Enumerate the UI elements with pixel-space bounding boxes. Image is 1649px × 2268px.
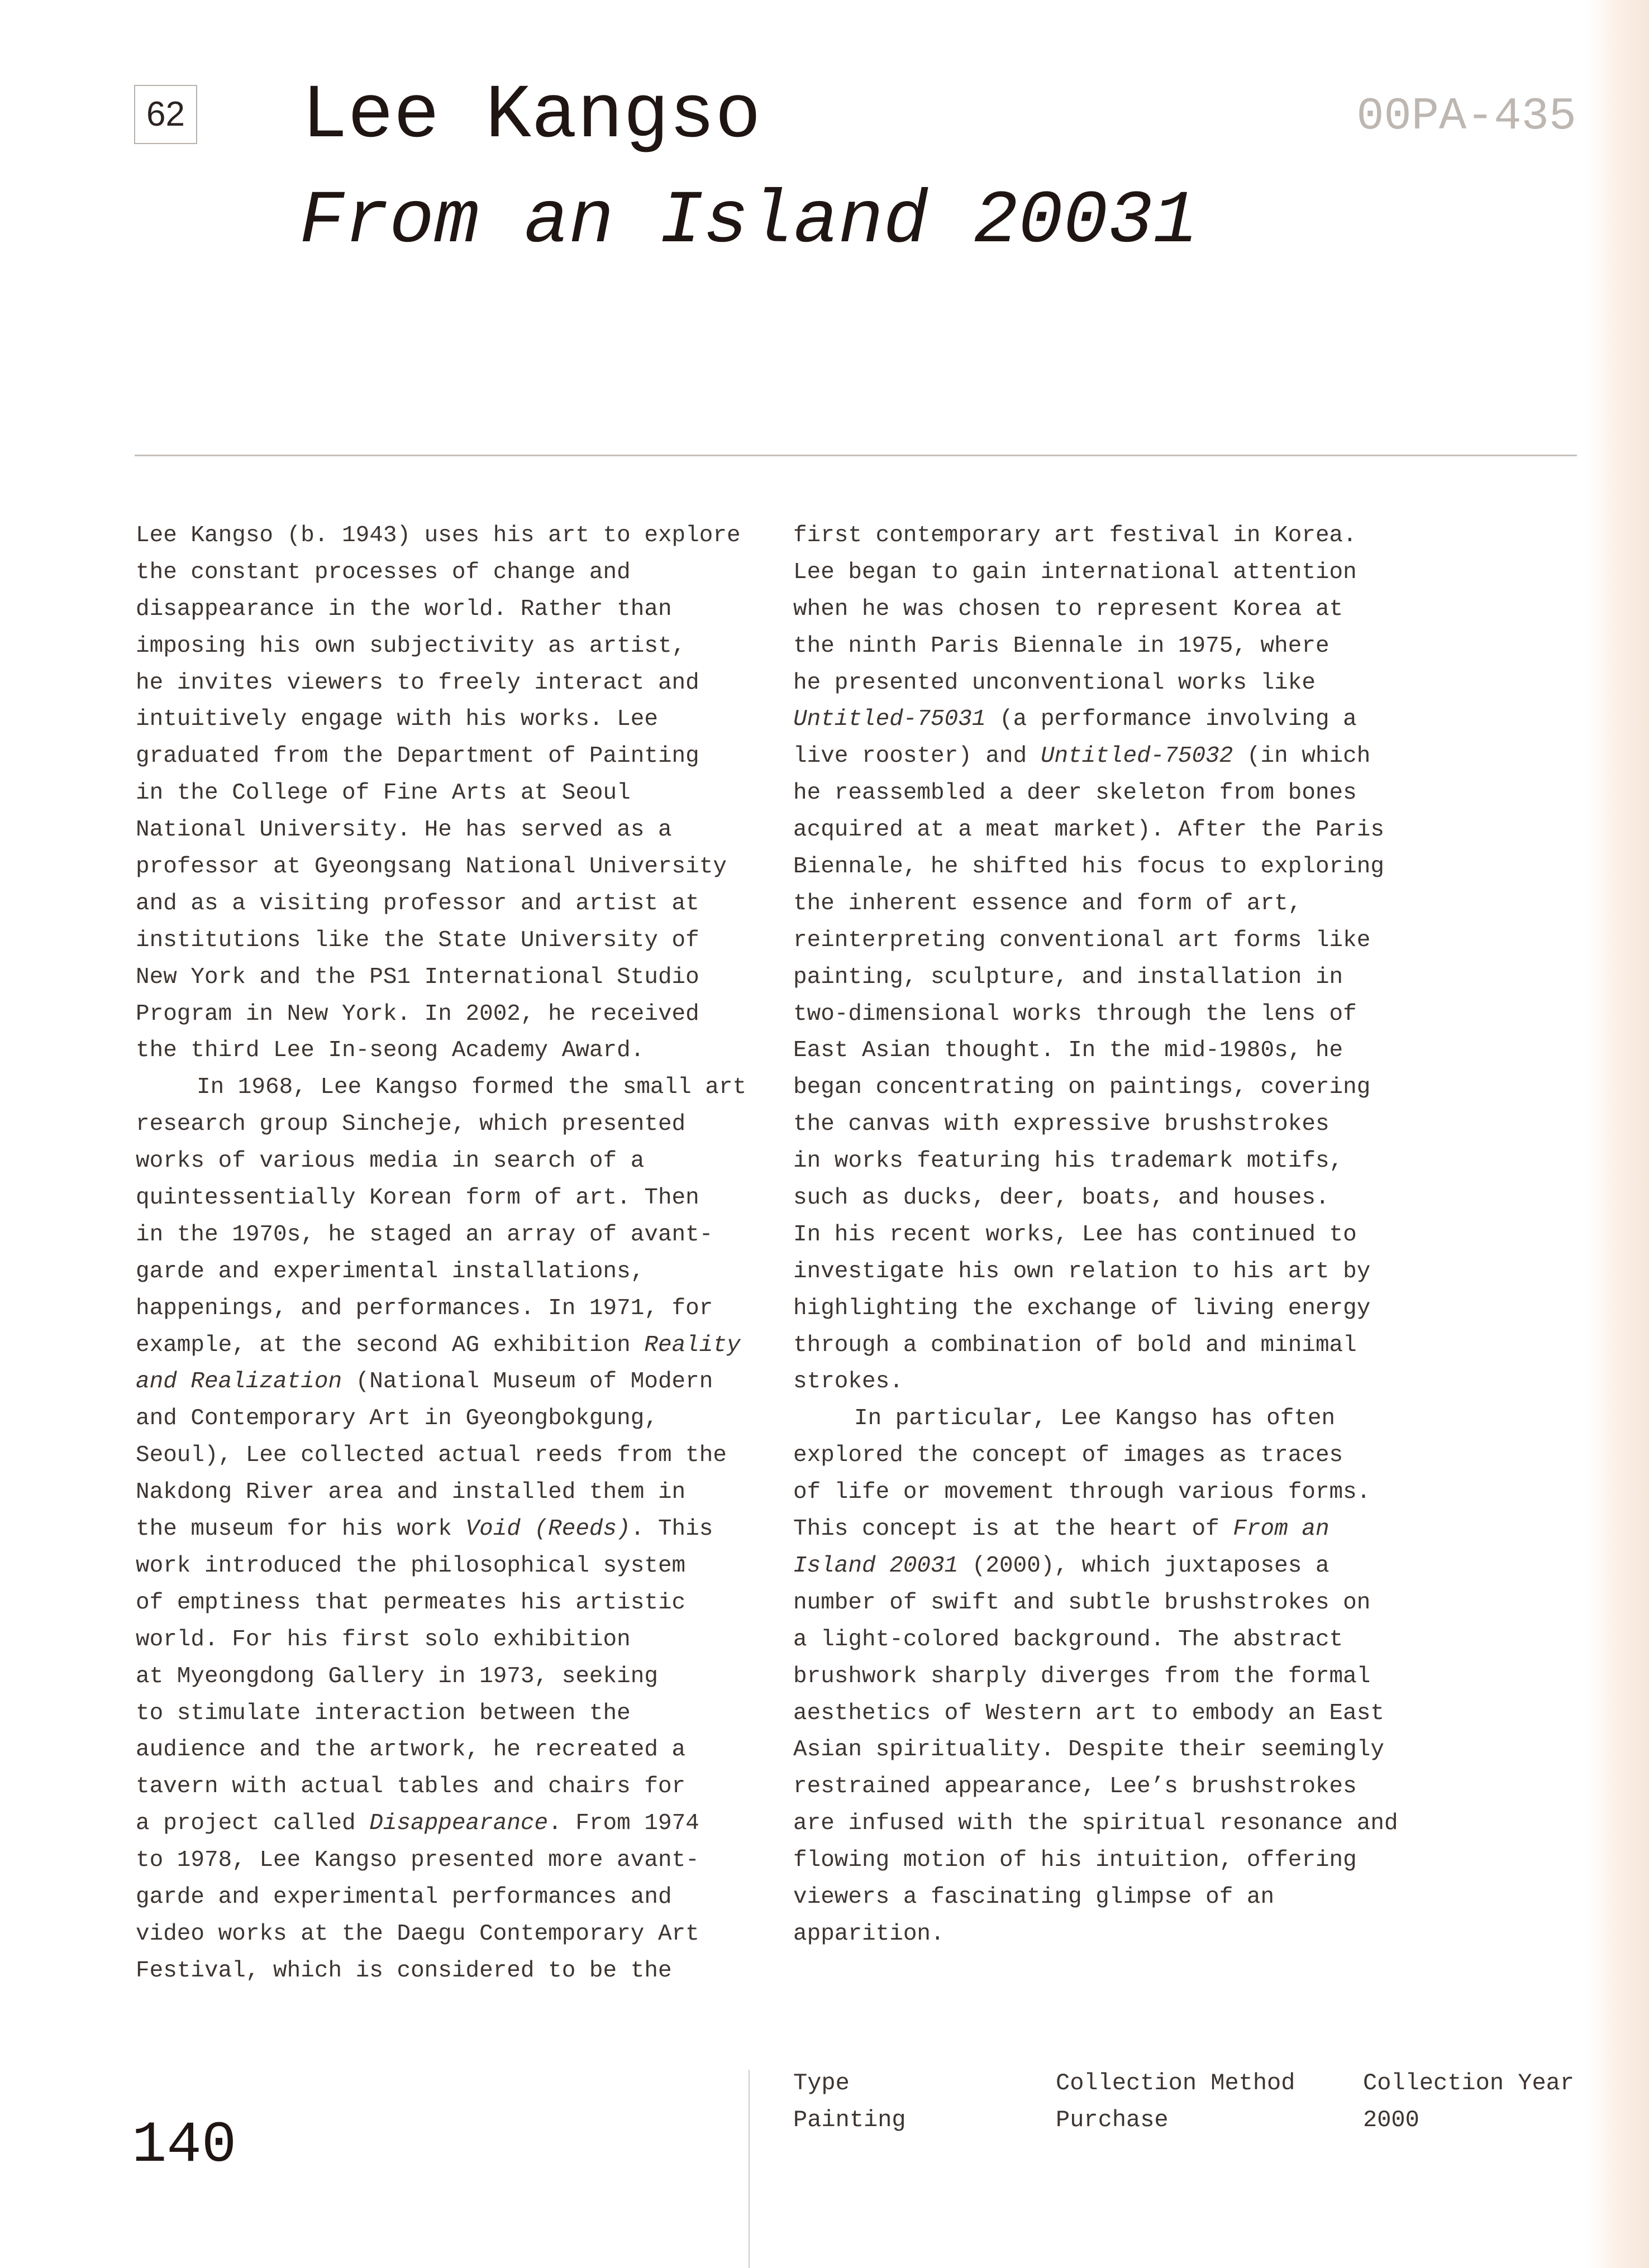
text-line [793, 1438, 1424, 1474]
text-segment: This concept is at the heart of [793, 1516, 1233, 1543]
artist-name: Lee Kangso [302, 73, 761, 160]
text-line [793, 959, 1424, 996]
text-segment: institutions like the State University of [136, 927, 699, 953]
text-segment: example, at the second AG exhibition [136, 1332, 645, 1358]
text-line [136, 1879, 767, 1916]
text-line [136, 1585, 767, 1622]
meta-label: Collection Year [1363, 2070, 1575, 2097]
text-segment: highlighting the exchange of living energy [793, 1295, 1371, 1321]
text-line [793, 886, 1424, 923]
text-segment: investigate his own relation to his art by [793, 1258, 1371, 1285]
text-segment: in works featuring his trademark motifs, [793, 1148, 1343, 1174]
text-segment: work introduced the philosophical system [136, 1553, 686, 1579]
text-line [136, 775, 767, 812]
text-line [136, 1364, 767, 1401]
text-line [793, 996, 1424, 1033]
text-segment: Lee Kangso (b. 1943) uses his art to explore [136, 523, 741, 548]
text-line [136, 1732, 767, 1769]
text-line [136, 1806, 767, 1842]
text-segment: number of swift and subtle brushstrokes on [793, 1589, 1371, 1616]
italic-title-text: From an [1233, 1516, 1329, 1543]
text-line [793, 1548, 1424, 1585]
text-segment: . From 1974 [548, 1811, 699, 1837]
text-line [793, 1291, 1424, 1328]
text-segment: world. For his first solo exhibition [136, 1626, 631, 1653]
text-segment: he invites viewers to freely interact and [136, 670, 699, 696]
text-line [136, 518, 767, 555]
text-segment: the canvas with expressive brushstrokes [793, 1111, 1329, 1138]
text-segment: Asian spirituality. Despite their seemingly [793, 1737, 1384, 1763]
text-segment: happenings, and performances. In 1971, for [136, 1295, 713, 1321]
text-line [793, 1106, 1424, 1143]
text-line [136, 738, 767, 775]
text-segment: (2000), which juxtaposes a [958, 1553, 1329, 1579]
text-segment: he presented unconventional works like [793, 670, 1316, 696]
text-segment: through a combination of bold and minimal [793, 1332, 1357, 1358]
italic-title-text: Reality [644, 1332, 741, 1358]
text-segment: Seoul), Lee collected actual reeds from the [136, 1443, 727, 1469]
text-line [793, 1879, 1424, 1916]
text-line [793, 1254, 1424, 1291]
text-line [136, 812, 767, 849]
text-line [136, 959, 767, 996]
text-segment: Program in New York. In 2002, he received [136, 1001, 699, 1027]
text-line [793, 1622, 1424, 1659]
text-line [793, 1401, 1424, 1438]
text-segment: National University. He has served as a [136, 817, 672, 843]
text-segment: such as ducks, deer, boats, and houses. [793, 1185, 1329, 1211]
text-line [793, 1732, 1424, 1769]
meta-label: Collection Method [1056, 2070, 1295, 2097]
text-line [793, 923, 1424, 959]
text-segment: quintessentially Korean form of art. Then [136, 1185, 699, 1211]
text-segment: live rooster) and [793, 743, 1041, 770]
text-segment: painting, sculpture, and installation in [793, 964, 1343, 990]
text-segment: works of various media in search of a [136, 1148, 645, 1174]
text-line [136, 701, 767, 738]
text-segment: the ninth Paris Biennale in 1975, where [793, 633, 1329, 659]
text-line [793, 1474, 1424, 1511]
text-line [136, 1548, 767, 1585]
text-segment: reinterpreting conventional art forms like [793, 927, 1371, 953]
text-segment: . This [630, 1516, 713, 1543]
text-segment: garde and experimental installations, [136, 1258, 645, 1285]
text-line [136, 1106, 767, 1143]
text-segment: disappearance in the world. Rather than [136, 596, 672, 622]
text-line [136, 1069, 767, 1106]
text-line [136, 628, 767, 665]
text-segment: of emptiness that permeates his artistic [136, 1589, 686, 1616]
text-segment: of life or movement through various forms. [793, 1479, 1371, 1506]
italic-title-text: Void (Reeds) [465, 1516, 631, 1543]
text-line [136, 1291, 767, 1328]
header-divider [135, 455, 1577, 456]
text-segment: (National Museum of Modern [342, 1369, 713, 1395]
catalog-code: 00PA-435 [1356, 90, 1576, 142]
body-column-left [136, 518, 767, 1990]
text-segment: flowing motion of his intuition, offering [793, 1847, 1357, 1874]
text-line [136, 1916, 767, 1953]
text-line [793, 1511, 1424, 1548]
text-segment: restrained appearance, Lee’s brushstrokes [793, 1774, 1357, 1800]
text-line [136, 1622, 767, 1659]
meta-type [793, 2065, 906, 2138]
text-segment: he reassembled a deer skeleton from bones [793, 780, 1357, 806]
text-segment: the museum for his work [136, 1516, 466, 1543]
text-line [793, 1069, 1424, 1106]
text-line [793, 1033, 1424, 1069]
text-segment: (in which [1233, 743, 1371, 770]
text-segment: video works at the Daegu Contemporary Art [136, 1921, 699, 1947]
text-line [136, 1438, 767, 1474]
text-segment: in the 1970s, he staged an array of avant- [136, 1221, 713, 1248]
italic-title-text: Untitled-75031 [793, 706, 986, 733]
text-segment: to stimulate interaction between the [136, 1700, 631, 1726]
text-line [136, 665, 767, 702]
text-line [793, 775, 1424, 812]
text-line [793, 518, 1424, 555]
body-column-right [793, 518, 1424, 1953]
text-line [793, 555, 1424, 591]
text-segment: audience and the artwork, he recreated a [136, 1737, 686, 1763]
text-line [793, 665, 1424, 702]
text-line [136, 1143, 767, 1180]
page-gutter-shadow [1588, 0, 1649, 2268]
text-segment: are infused with the spiritual resonance and [793, 1811, 1398, 1837]
text-segment: Nakdong River area and installed them in [136, 1479, 686, 1506]
text-line [136, 923, 767, 959]
text-segment: Festival, which is considered to be the [136, 1957, 672, 1984]
text-segment: the third Lee In-seong Academy Award. [136, 1038, 645, 1064]
text-segment: Lee began to gain international attention [793, 559, 1357, 585]
text-segment: In particular, Lee Kangso has often [854, 1406, 1336, 1432]
entry-number-badge [134, 85, 197, 144]
text-segment: the inherent essence and form of art, [793, 890, 1302, 916]
text-line [136, 1769, 767, 1806]
text-line [136, 886, 767, 923]
text-line [136, 996, 767, 1033]
text-line [136, 1659, 767, 1696]
italic-title-text: Island 20031 [793, 1553, 959, 1579]
italic-title-text: and Realization [136, 1369, 342, 1395]
entry-number: 62 [146, 95, 185, 133]
work-title: From an Island 20031 [299, 179, 1198, 264]
text-line [793, 591, 1424, 628]
text-line [136, 555, 767, 591]
text-line [136, 1328, 767, 1364]
text-line [793, 738, 1424, 775]
text-line [793, 812, 1424, 849]
text-line [136, 1254, 767, 1291]
text-line [793, 1842, 1424, 1879]
text-line [793, 849, 1424, 886]
text-segment: graduated from the Department of Painting [136, 743, 699, 770]
text-segment: explored the concept of images as traces [793, 1443, 1343, 1469]
text-segment: strokes. [793, 1369, 903, 1395]
meta-value: 2000 [1363, 2107, 1419, 2133]
text-line [136, 591, 767, 628]
text-line [136, 1842, 767, 1879]
italic-title-text: Disappearance [369, 1811, 549, 1837]
text-line [793, 1364, 1424, 1401]
text-segment: imposing his own subjectivity as artist, [136, 633, 686, 659]
footer-divider [749, 2070, 750, 2268]
text-segment: tavern with actual tables and chairs for [136, 1774, 686, 1800]
meta-value: Painting [793, 2107, 906, 2133]
text-segment: (a performance involving a [985, 706, 1357, 733]
text-line [793, 1696, 1424, 1732]
text-segment: to 1978, Lee Kangso presented more avant- [136, 1847, 699, 1874]
text-segment: East Asian thought. In the mid-1980s, he [793, 1038, 1343, 1064]
text-segment: and as a visiting professor and artist at [136, 890, 699, 916]
text-segment: viewers a fascinating glimpse of an [793, 1884, 1275, 1910]
text-segment: In his recent works, Lee has continued to [793, 1221, 1357, 1248]
text-segment: two-dimensional works through the lens of [793, 1001, 1357, 1027]
text-line [793, 701, 1424, 738]
text-segment: at Myeongdong Gallery in 1973, seeking [136, 1663, 658, 1689]
text-segment: a light-colored background. The abstract [793, 1626, 1343, 1653]
text-segment: aesthetics of Western art to embody an East [793, 1700, 1384, 1726]
text-segment: garde and experimental performances and [136, 1884, 672, 1910]
text-segment: in the College of Fine Arts at Seoul [136, 780, 631, 806]
text-segment: professor at Gyeongsang National University [136, 854, 727, 880]
text-line [793, 1916, 1424, 1953]
text-line [136, 1474, 767, 1511]
text-line [136, 1511, 767, 1548]
text-segment: first contemporary art festival in Korea. [793, 523, 1357, 548]
text-line [793, 1143, 1424, 1180]
text-line [793, 1328, 1424, 1364]
text-segment: brushwork sharply diverges from the formal [793, 1663, 1371, 1689]
text-line [793, 1769, 1424, 1806]
text-line [793, 1659, 1424, 1696]
text-segment: the constant processes of change and [136, 559, 631, 585]
text-line [793, 1180, 1424, 1217]
text-line [136, 849, 767, 886]
meta-collection-year [1363, 2065, 1574, 2138]
text-segment: and Contemporary Art in Gyeongbokgung, [136, 1406, 658, 1432]
text-segment: New York and the PS1 International Studio [136, 964, 699, 990]
meta-label: Type [793, 2070, 850, 2097]
text-segment: research group Sincheje, which presented [136, 1111, 686, 1138]
text-line [793, 1217, 1424, 1254]
text-line [136, 1696, 767, 1732]
text-line [136, 1953, 767, 1990]
text-line [136, 1033, 767, 1069]
text-segment: when he was chosen to represent Korea at [793, 596, 1343, 622]
text-line [793, 1806, 1424, 1842]
text-segment: a project called [136, 1811, 370, 1837]
text-segment: acquired at a meat market). After the Paris [793, 817, 1384, 843]
meta-collection-method [1056, 2065, 1295, 2138]
text-segment: In 1968, Lee Kangso formed the small art [197, 1075, 747, 1101]
text-segment: Biennale, he shifted his focus to exploring [793, 854, 1384, 880]
text-line [793, 628, 1424, 665]
text-segment: intuitively engage with his works. Lee [136, 706, 658, 733]
page-number: 140 [132, 2113, 237, 2179]
meta-value: Purchase [1056, 2107, 1169, 2133]
text-line [793, 1585, 1424, 1622]
text-segment: apparition. [793, 1921, 945, 1947]
italic-title-text: Untitled-75032 [1040, 743, 1233, 770]
text-line [136, 1401, 767, 1438]
text-segment: began concentrating on paintings, covering [793, 1075, 1371, 1101]
text-line [136, 1180, 767, 1217]
text-line [136, 1217, 767, 1254]
